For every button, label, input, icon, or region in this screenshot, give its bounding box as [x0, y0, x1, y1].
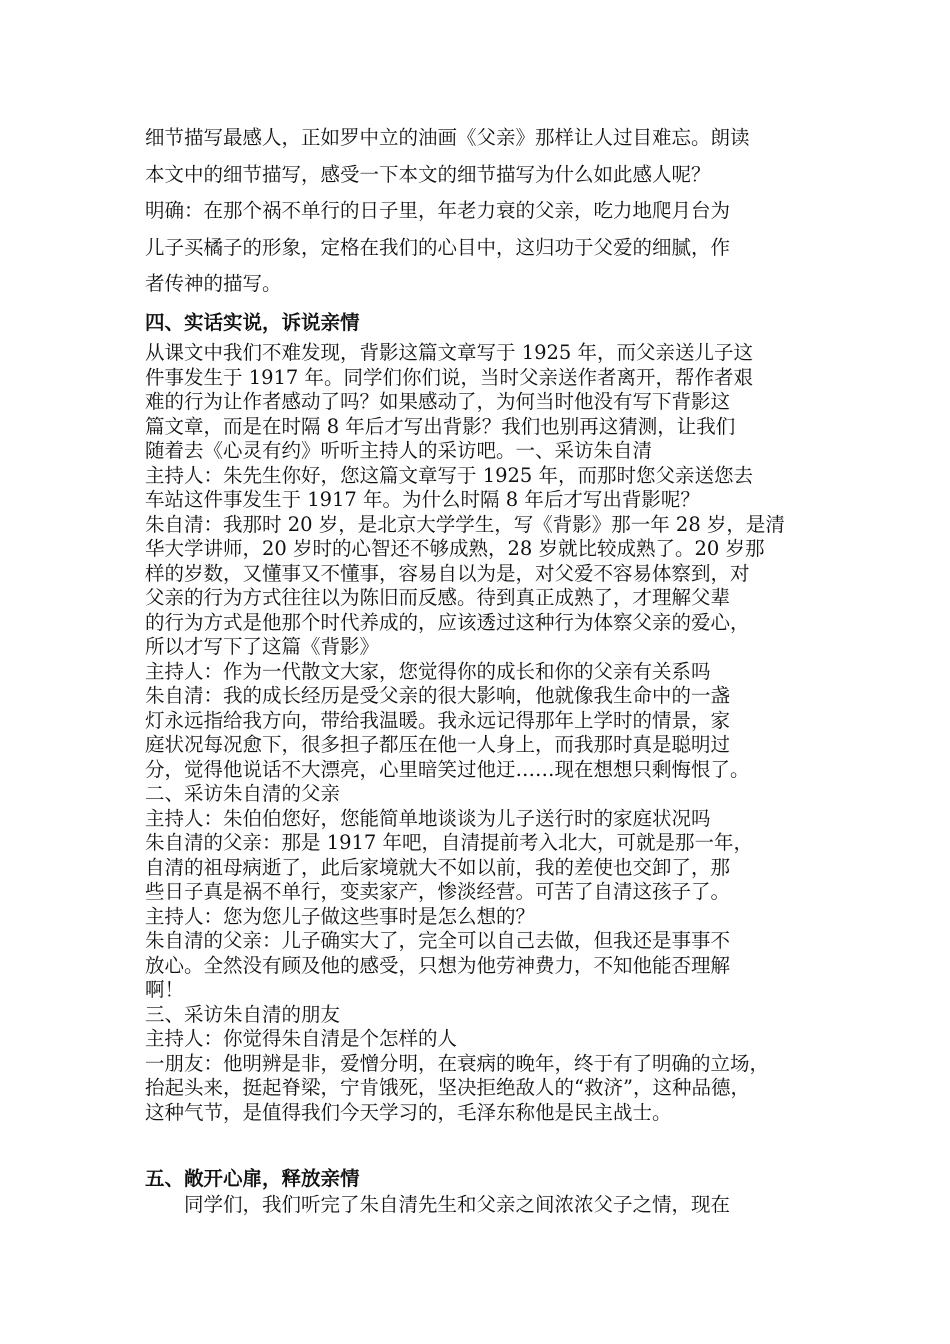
text-line: 朱自清的父亲：儿子确实大了，完全可以自己去做，但我还是事事不 [145, 929, 731, 952]
text-line: 父亲的行为方式往往以为陈旧而反感。待到真正成熟了，才理解父辈 [145, 586, 731, 609]
text-line: 朱自清：我那时 20 岁，是北京大学学生，写《背影》那一年 28 岁，是清 [145, 512, 785, 536]
closing-paragraph [145, 1192, 825, 1218]
text-line: 自清的祖母病逝了，此后家境就大不如以前，我的差使也交卸了，那 [145, 855, 731, 879]
text-line: 主持人：你觉得朱自清是个怎样的人 [145, 1027, 458, 1050]
text-line: 庭状况每况愈下，很多担子都压在他一人身上，而我那时真是聪明过 [145, 733, 731, 756]
text-line: 朱自清：我的成长经历是受父亲的很大影响，他就像我生命中的一盏 [145, 684, 731, 707]
text-line: 本文中的细节描写，感受一下本文的细节描写为什么如此感人呢？ [145, 162, 711, 186]
interview-section [145, 341, 825, 1125]
text-line: 同学们，我们听完了朱自清先生和父亲之间浓浓父子之情，现在 [145, 1193, 731, 1216]
text-line: 二、采访朱自清的父亲 [145, 782, 341, 805]
text-line: 明确：在那个祸不单行的日子里，年老力衰的父亲，吃力地爬月台为 [145, 199, 731, 222]
text-line: 抬起头来，挺起脊梁，宁肯饿死，坚决拒绝敌人的“救济”，这种品德， [145, 1076, 750, 1099]
text-line: 难的行为让作者感动了吗？如果感动了，为何当时他没有写下背影这 [145, 390, 731, 413]
text-line: 一朋友：他明辨是非，爱憎分明，在衰病的晚年，终于有了明确的立场， [145, 1051, 770, 1075]
text-line: 主持人：朱伯伯您好，您能简单地谈谈为儿子送行时的家庭状况吗 [145, 806, 711, 830]
section-heading-four: 四、实话实说，诉说亲情 [145, 311, 360, 334]
text-line: 所以才写下了这篇《背影》 [145, 635, 380, 658]
text-line: 细节描写最感人，正如罗中立的油画《父亲》那样让人过目难忘。朗读 [145, 126, 750, 149]
text-line: 车站这件事发生于 1917 年。为什么时隔 8 年后才写出背影呢？ [145, 488, 700, 511]
text-line: 随着去《心灵有约》听听主持人的采访吧。一、采访朱自清 [145, 439, 653, 462]
text-line: 者传神的描写。 [145, 272, 282, 295]
text-line: 件事发生于 1917 年。同学们你们说，当时父亲送作者离开，帮作者艰 [145, 365, 754, 389]
text-line: 三、采访朱自清的朋友 [145, 1002, 341, 1026]
text-line: 主持人：朱先生你好，您这篇文章写于 1925 年，而那时您父亲送您去 [145, 463, 754, 487]
text-line: 分，觉得他说话不大漂亮，心里暗笑过他迂……现在想想只剩悔恨了。 [145, 757, 750, 781]
text-line: 啊！ [145, 978, 185, 1001]
text-line: 华大学讲师，20 岁时的心智还不够成熟，28 岁就比较成熟了。20 岁那 [145, 537, 765, 560]
text-line: 篇文章，而是在时隔 8 年后才写出背影？我们也别再这猜测，让我们 [145, 414, 736, 438]
text-line: 灯永远指给我方向，带给我温暖。我永远记得那年上学时的情景，家 [145, 708, 731, 732]
text-line: 主持人：您为您儿子做这些事时是怎么想的？ [145, 904, 536, 928]
text-line: 放心。全然没有顾及他的感受，只想为他劳神费力，不知他能否理解 [145, 953, 731, 977]
text-line: 主持人：作为一代散文大家，您觉得你的成长和你的父亲有关系吗 [145, 659, 711, 683]
text-line: 儿子买橘子的形象，定格在我们的心目中，这归功于父爱的细腻，作 [145, 235, 731, 259]
intro-paragraph [145, 120, 815, 303]
text-line: 朱自清的父亲：那是 1917 年吧，自清提前考入北大，可就是那一年， [145, 831, 754, 854]
section-heading-five: 五、敞开心扉，释放亲情 [145, 1167, 360, 1190]
text-line: 些日子真是祸不单行，变卖家产，惨淡经营。可苦了自清这孩子了。 [145, 880, 731, 903]
text-line: 这种气节，是值得我们今天学习的，毛泽东称他是民主战士。 [145, 1100, 672, 1124]
text-line: 的行为方式是他那个时代养成的，应该透过这种行为体察父亲的爱心， [145, 610, 750, 634]
text-line: 从课文中我们不难发现，背影这篇文章写于 1925 年，而父亲送儿子这 [145, 341, 754, 364]
text-line: 样的岁数，又懂事又不懂事，容易自以为是，对父爱不容易体察到，对 [145, 561, 750, 585]
